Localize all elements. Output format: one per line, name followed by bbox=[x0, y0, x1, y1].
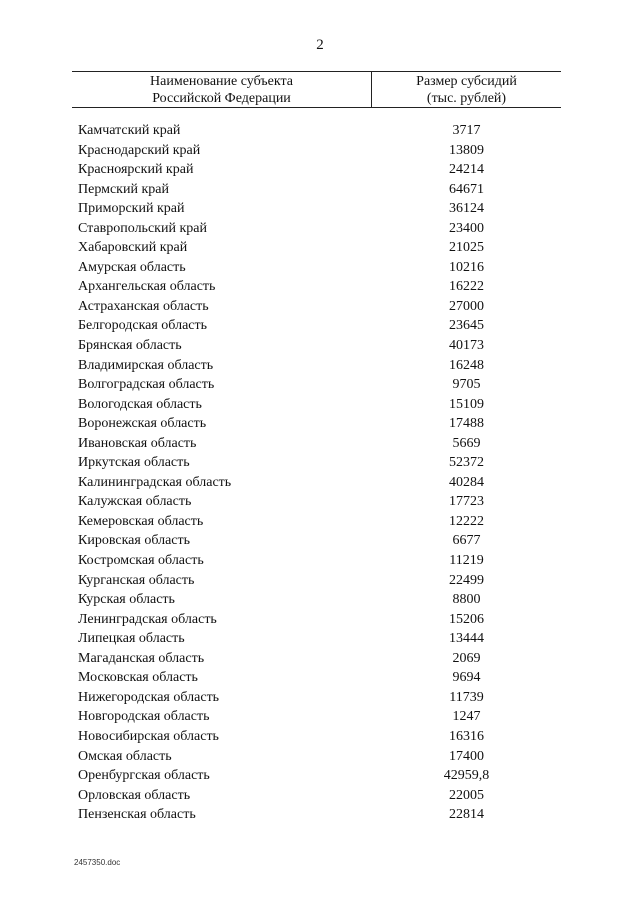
subsidy-amount: 16222 bbox=[449, 279, 484, 295]
table-row bbox=[0, 160, 640, 180]
table-row bbox=[0, 473, 640, 493]
table-row bbox=[0, 434, 640, 454]
subsidy-amount: 13809 bbox=[449, 142, 484, 158]
region-name: Калининградская область bbox=[78, 474, 232, 490]
table-row bbox=[0, 395, 640, 415]
table-row bbox=[0, 551, 640, 571]
region-name: Оренбургская область bbox=[78, 768, 210, 784]
region-name: Белгородская область bbox=[78, 318, 208, 334]
table-row bbox=[0, 356, 640, 376]
table-row bbox=[0, 727, 640, 747]
table-row bbox=[0, 141, 640, 161]
table-row bbox=[0, 258, 640, 278]
table-row bbox=[0, 707, 640, 727]
region-name: Вологодская область bbox=[78, 396, 202, 412]
table-row bbox=[0, 297, 640, 317]
subsidy-amount: 1247 bbox=[452, 709, 481, 725]
region-name: Амурская область bbox=[78, 259, 186, 275]
header-region-name bbox=[72, 73, 371, 107]
region-name: Брянская область bbox=[78, 338, 182, 354]
subsidy-amount: 40284 bbox=[449, 474, 484, 490]
region-name: Новгородская область bbox=[78, 709, 210, 725]
region-name: Магаданская область bbox=[78, 650, 205, 666]
subsidy-amount: 52372 bbox=[449, 455, 484, 471]
region-name: Камчатский край bbox=[78, 123, 181, 138]
region-name: Московская область bbox=[78, 670, 198, 686]
subsidy-amount: 17723 bbox=[449, 494, 484, 510]
table-row bbox=[0, 375, 640, 395]
region-name: Кемеровская область bbox=[78, 513, 204, 529]
subsidy-amount: 13444 bbox=[449, 631, 484, 647]
region-name: Ленинградская область bbox=[78, 611, 217, 627]
subsidy-amount: 16316 bbox=[449, 728, 484, 744]
table-row bbox=[0, 668, 640, 688]
table-row bbox=[0, 590, 640, 610]
subsidy-amount: 23645 bbox=[449, 318, 484, 334]
table-row bbox=[0, 649, 640, 669]
table-row bbox=[0, 805, 640, 825]
table-row bbox=[0, 199, 640, 219]
subsidy-amount: 36124 bbox=[449, 201, 484, 217]
region-name: Краснодарский край bbox=[78, 142, 201, 158]
table-row bbox=[0, 610, 640, 630]
table-row bbox=[0, 277, 640, 297]
region-name: Иркутская область bbox=[78, 455, 190, 471]
header-subsidy-amount bbox=[372, 73, 561, 107]
region-name: Хабаровский край bbox=[78, 240, 188, 256]
region-name: Воронежская область bbox=[78, 416, 207, 432]
header-subsidy-amount-line2: (тыс. рублей) bbox=[426, 91, 507, 106]
region-name: Пензенская область bbox=[78, 807, 196, 823]
subsidy-amount: 42959,8 bbox=[443, 768, 490, 784]
subsidy-amount: 5669 bbox=[452, 435, 481, 451]
table-row bbox=[0, 414, 640, 434]
footer-file-name: 2457350.doc bbox=[74, 858, 121, 867]
region-name: Ивановская область bbox=[78, 435, 197, 451]
table-top-rule bbox=[72, 71, 561, 72]
header-region-name-line2: Российской Федерации bbox=[152, 91, 291, 106]
subsidy-amount: 40173 bbox=[449, 338, 484, 354]
region-name: Костромская область bbox=[78, 553, 204, 569]
table-row bbox=[0, 492, 640, 512]
region-name: Липецкая область bbox=[78, 631, 185, 647]
header-subsidy-amount-line1: Размер субсидий bbox=[416, 74, 517, 89]
region-name: Волгоградская область bbox=[78, 377, 215, 393]
subsidy-amount: 17400 bbox=[449, 748, 484, 764]
subsidy-amount: 27000 bbox=[449, 298, 484, 314]
subsidy-amount: 11739 bbox=[449, 689, 484, 705]
subsidy-amount: 64671 bbox=[449, 181, 484, 197]
subsidy-amount: 9694 bbox=[452, 670, 481, 686]
subsidy-amount: 15206 bbox=[449, 611, 484, 627]
region-name: Пермский край bbox=[78, 181, 169, 197]
region-name: Кировская область bbox=[78, 533, 191, 549]
table-row bbox=[0, 531, 640, 551]
region-name: Калужская область bbox=[78, 494, 192, 510]
subsidy-amount: 21025 bbox=[449, 240, 484, 256]
region-name: Курганская область bbox=[78, 572, 195, 588]
table-row bbox=[0, 629, 640, 649]
subsidy-amount: 10216 bbox=[449, 259, 484, 275]
region-name: Архангельская область bbox=[78, 279, 216, 295]
region-name: Ставропольский край bbox=[78, 220, 207, 236]
subsidy-amount: 8800 bbox=[452, 592, 481, 608]
region-name: Курская область bbox=[78, 592, 175, 608]
subsidy-amount: 2069 bbox=[452, 650, 481, 666]
table-body bbox=[0, 121, 640, 825]
table-row bbox=[0, 121, 640, 141]
header-region-name-line1: Наименование субъекта bbox=[150, 74, 293, 89]
subsidy-amount: 17488 bbox=[449, 416, 484, 432]
table-row bbox=[0, 238, 640, 258]
table-row bbox=[0, 219, 640, 239]
table-row bbox=[0, 571, 640, 591]
table-row bbox=[0, 180, 640, 200]
region-name: Владимирская область bbox=[78, 357, 214, 373]
region-name: Орловская область bbox=[78, 787, 191, 803]
subsidy-amount: 11219 bbox=[449, 553, 484, 569]
table-row bbox=[0, 336, 640, 356]
subsidy-amount: 3717 bbox=[452, 123, 481, 138]
table-row bbox=[0, 512, 640, 532]
subsidy-amount: 22814 bbox=[449, 807, 484, 823]
subsidy-amount: 16248 bbox=[449, 357, 484, 373]
region-name: Приморский край bbox=[78, 201, 185, 217]
region-name: Красноярский край bbox=[78, 162, 194, 178]
subsidy-amount: 6677 bbox=[452, 533, 481, 549]
table-row bbox=[0, 766, 640, 786]
subsidy-amount: 24214 bbox=[449, 162, 484, 178]
subsidy-amount: 12222 bbox=[449, 513, 484, 529]
page-number: 2 bbox=[316, 37, 324, 53]
region-name: Новосибирская область bbox=[78, 728, 219, 744]
subsidy-amount: 9705 bbox=[452, 377, 481, 393]
subsidy-amount: 22499 bbox=[449, 572, 484, 588]
table-row bbox=[0, 747, 640, 767]
region-name: Омская область bbox=[78, 748, 172, 764]
table-row bbox=[0, 688, 640, 708]
subsidy-amount: 15109 bbox=[449, 396, 484, 412]
table-row bbox=[0, 786, 640, 806]
region-name: Нижегородская область bbox=[78, 689, 220, 705]
table-header-bottom-rule bbox=[72, 107, 561, 108]
table-row bbox=[0, 453, 640, 473]
region-name: Астраханская область bbox=[78, 298, 209, 314]
subsidy-amount: 23400 bbox=[449, 220, 484, 236]
subsidy-amount: 22005 bbox=[449, 787, 484, 803]
table-row bbox=[0, 316, 640, 336]
